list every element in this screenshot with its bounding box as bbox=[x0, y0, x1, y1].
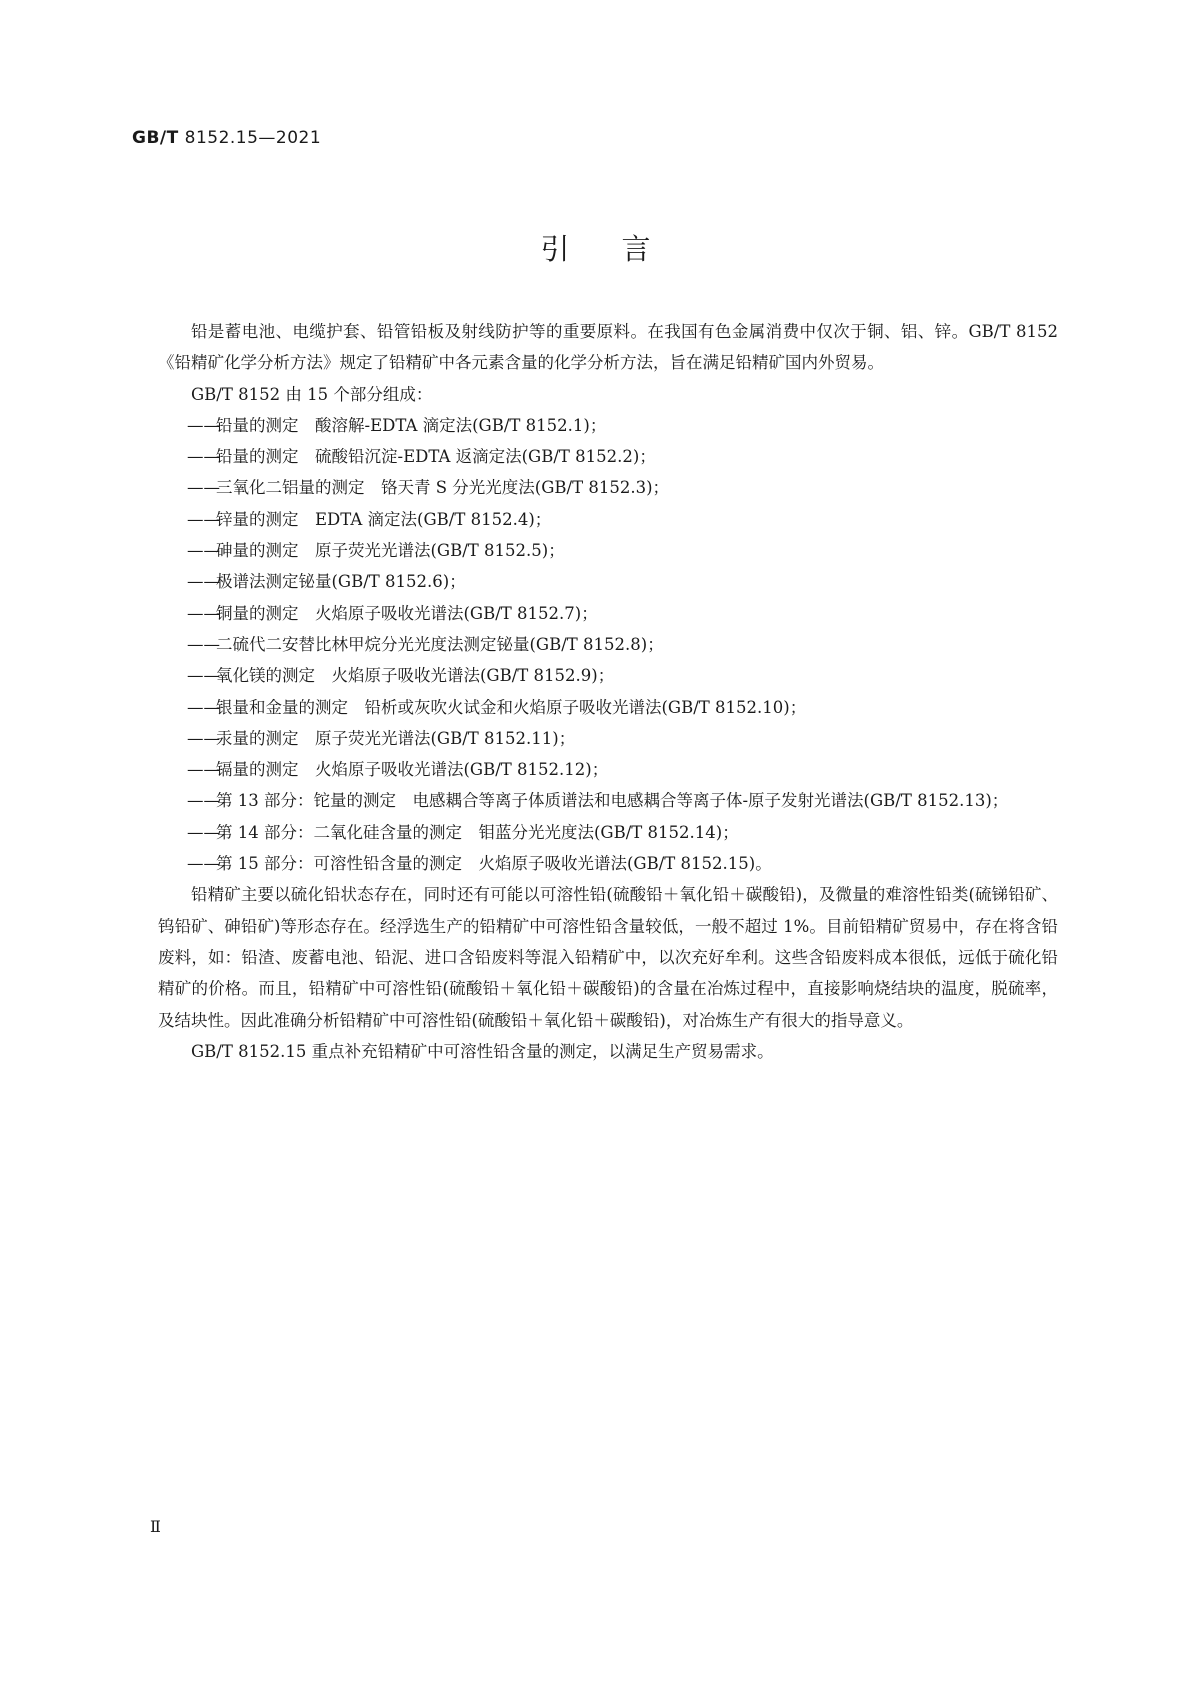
document-body bbox=[158, 316, 1058, 1067]
list-dash: —— bbox=[187, 791, 220, 811]
intro-paragraph-1: 铅是蓄电池、电缆护套、铅管铅板及射线防护等的重要原料。在我国有色金属消费中仅次于铜、铝、锌。GB/T 8152《铅精矿化学分析方法》规定了铅精矿中各元素含量的化学分析方法，旨在满足铅精矿国内外贸易。 bbox=[158, 322, 1058, 373]
parts-list-item-text: 铅量的测定 酸溶解-EDTA 滴定法(GB/T 8152.1)； bbox=[216, 415, 607, 435]
list-dash: —— bbox=[187, 541, 220, 561]
parts-list-item-text: 二硫代二安替比林甲烷分光光度法测定铋量(GB/T 8152.8)； bbox=[216, 634, 664, 654]
page-number: Ⅱ bbox=[150, 1517, 161, 1536]
parts-list-item bbox=[158, 598, 1058, 629]
list-dash: —— bbox=[187, 478, 220, 498]
parts-list-item bbox=[158, 660, 1058, 691]
parts-list-item bbox=[158, 848, 1058, 879]
parts-list-item bbox=[158, 723, 1058, 754]
parts-list-item bbox=[158, 410, 1058, 441]
list-dash: —— bbox=[187, 447, 220, 467]
parts-list-item bbox=[158, 785, 1058, 816]
list-dash: —— bbox=[187, 603, 220, 623]
parts-list-item bbox=[158, 754, 1058, 785]
list-dash: —— bbox=[187, 854, 220, 874]
list-dash: —— bbox=[187, 509, 220, 529]
list-dash: —— bbox=[187, 666, 220, 686]
parts-list-item-text: 铅量的测定 硫酸铅沉淀-EDTA 返滴定法(GB/T 8152.2)； bbox=[216, 447, 656, 467]
standard-number: 8152.15—2021 bbox=[184, 128, 322, 148]
parts-list-item-text: 铜量的测定 火焰原子吸收光谱法(GB/T 8152.7)； bbox=[216, 603, 598, 623]
list-dash: —— bbox=[187, 822, 220, 842]
parts-list-item bbox=[158, 535, 1058, 566]
parts-list-item-text: 锌量的测定 EDTA 滴定法(GB/T 8152.4)； bbox=[216, 509, 552, 529]
parts-list-item-text: 镉量的测定 火焰原子吸收光谱法(GB/T 8152.12)； bbox=[216, 760, 609, 780]
parts-list-item-text: 三氧化二铝量的测定 铬天青 S 分光光度法(GB/T 8152.3)； bbox=[216, 478, 670, 498]
list-dash: —— bbox=[187, 728, 220, 748]
parts-list-item-text: 银量和金量的测定 铅析或灰吹火试金和火焰原子吸收光谱法(GB/T 8152.10)； bbox=[216, 697, 807, 717]
parts-list-item bbox=[158, 692, 1058, 723]
parts-list-item bbox=[158, 441, 1058, 472]
parts-list-item bbox=[158, 629, 1058, 660]
parts-list-item-text: 极谱法测定铋量(GB/T 8152.6)； bbox=[216, 572, 466, 592]
parts-list-item bbox=[158, 817, 1058, 848]
parts-list-item bbox=[158, 504, 1058, 535]
intro-paragraph-3: 铅精矿主要以硫化铅状态存在，同时还有可能以可溶性铅(硫酸铅＋氧化铅＋碳酸铅)，及微量的难溶性铅类(硫锑铅矿、钨铅矿、砷铅矿)等形态存在。经浮选生产的铅精矿中可溶性铅含量较低，一般不超过 1%。目前铅精矿贸易中，存在将含铅废料，如：铅渣、废蓄电池、铅泥、进口含铅废料等混入铅精矿中，以次充好牟利。这些含铅废料成本很低，远低于硫化铅精矿的价格。而且，铅精矿中可溶性铅(硫酸铅＋氧化铅＋碳酸铅)的含量在冶炼过程中，直接影响烧结块的温度，脱硫率，及结块性。因此准确分析铅精矿中可溶性铅(硫酸铅＋氧化铅＋碳酸铅)，对冶炼生产有很大的指导意义。 bbox=[158, 885, 1058, 1030]
intro-paragraph-4: GB/T 8152.15 重点补充铅精矿中可溶性铅含量的测定，以满足生产贸易需求。 bbox=[191, 1041, 774, 1061]
list-dash: —— bbox=[187, 415, 220, 435]
standard-prefix: GB/T bbox=[132, 128, 179, 148]
list-dash: —— bbox=[187, 760, 220, 780]
list-dash: —— bbox=[187, 697, 220, 717]
parts-list-item-text: 汞量的测定 原子荧光光谱法(GB/T 8152.11)； bbox=[216, 728, 576, 748]
parts-list-item-text: 第 14 部分：二氧化硅含量的测定 钼蓝分光光度法(GB/T 8152.14)； bbox=[216, 822, 739, 842]
parts-list-item-text: 砷量的测定 原子荧光光谱法(GB/T 8152.5)； bbox=[216, 541, 565, 561]
intro-paragraph-2: GB/T 8152 由 15 个部分组成： bbox=[191, 384, 433, 404]
parts-list-item bbox=[158, 566, 1058, 597]
parts-list bbox=[158, 410, 1058, 879]
list-dash: —— bbox=[187, 572, 220, 592]
parts-list-item-text: 第 13 部分：铊量的测定 电感耦合等离子体质谱法和电感耦合等离子体-原子发射光谱法(GB/T 8152.13)； bbox=[216, 791, 1009, 811]
standard-code bbox=[132, 128, 321, 148]
parts-list-item-text: 第 15 部分：可溶性铅含量的测定 火焰原子吸收光谱法(GB/T 8152.15)。 bbox=[216, 854, 772, 874]
page-title: 引言 bbox=[540, 232, 703, 266]
list-dash: —— bbox=[187, 634, 220, 654]
parts-list-item-text: 氧化镁的测定 火焰原子吸收光谱法(GB/T 8152.9)； bbox=[216, 666, 615, 686]
parts-list-item bbox=[158, 472, 1058, 503]
